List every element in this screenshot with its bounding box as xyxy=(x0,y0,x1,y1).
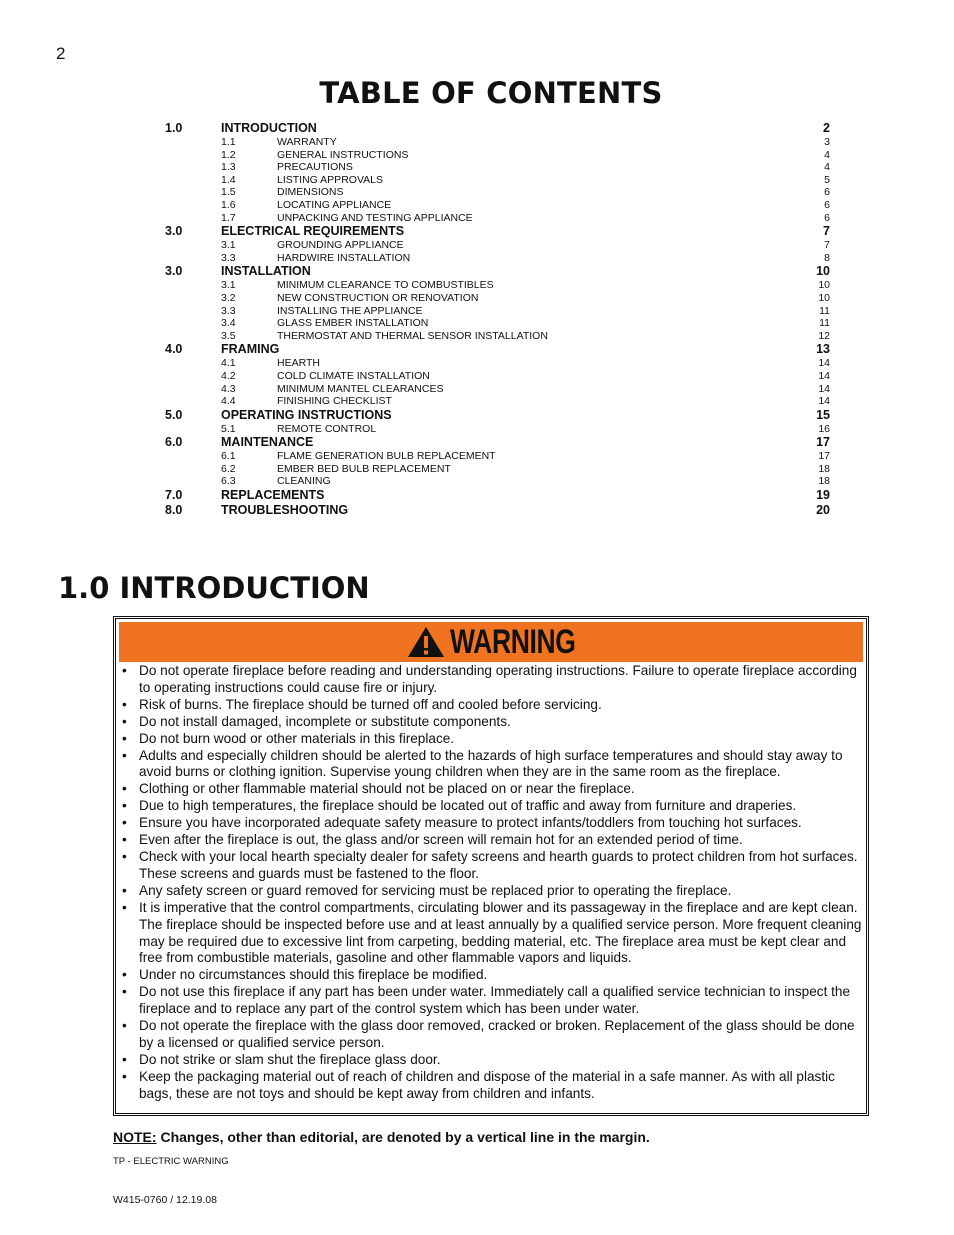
toc-subentry[interactable] xyxy=(165,136,830,149)
warning-item xyxy=(119,731,866,748)
toc-title: TABLE OF CONTENTS xyxy=(319,76,663,110)
toc-subentry[interactable] xyxy=(165,174,830,187)
toc-subsection-page: 6 xyxy=(824,186,830,199)
warning-item-text: Do not use this fireplace if any part has been under water. Immediately call a qualified service technician to inspect the fireplace and to replace any part of the control system which has been under water. xyxy=(139,984,851,1017)
toc-subsection-title: LOCATING APPLIANCE xyxy=(277,198,392,211)
toc-subsection-number: 5.1 xyxy=(221,422,236,435)
toc-subsection-number: 1.6 xyxy=(221,198,236,211)
toc-subsection-title: THERMOSTAT AND THERMAL SENSOR INSTALLATION xyxy=(277,329,548,342)
toc-subentry[interactable] xyxy=(165,330,830,343)
toc-subentry[interactable] xyxy=(165,292,830,305)
warning-item xyxy=(119,663,866,697)
toc-subsection-title: COLD CLIMATE INSTALLATION xyxy=(277,369,430,382)
bullet-icon: • xyxy=(122,713,127,729)
toc-section-number: 8.0 xyxy=(165,503,183,518)
toc-section-page: 2 xyxy=(823,121,830,135)
warning-item-text: Do not burn wood or other materials in this fireplace. xyxy=(139,730,455,746)
warning-item xyxy=(119,815,866,832)
toc-section-page: 19 xyxy=(816,488,830,503)
toc-subsection-page: 10 xyxy=(818,291,830,304)
toc-entry[interactable] xyxy=(165,342,830,357)
toc-subsection-page: 4 xyxy=(824,148,830,161)
warning-box xyxy=(113,616,869,1116)
warning-item xyxy=(119,849,866,883)
toc-entry[interactable] xyxy=(165,224,830,239)
toc-subsection-page: 17 xyxy=(818,450,830,463)
warning-item-text: Under no circumstances should this fireplace be modified. xyxy=(139,967,488,983)
toc-subsection-title: HARDWIRE INSTALLATION xyxy=(277,251,411,264)
toc-subentry[interactable] xyxy=(165,239,830,252)
bullet-icon: • xyxy=(122,1068,127,1084)
bullet-icon: • xyxy=(122,730,127,746)
toc-subentry[interactable] xyxy=(165,423,830,436)
toc-section-title: INTRODUCTION xyxy=(221,121,317,135)
toc-subsection-title: GLASS EMBER INSTALLATION xyxy=(277,317,429,330)
toc-subsection-number: 6.2 xyxy=(221,462,236,475)
warning-item-text: It is imperative that the control compartments, circulating blower and its passageway in the fireplace and are kept clean. The fireplace should be inspected before use and at least annually by a qualified service person. More frequent cleaning may be required due to excessive lint from carpeting, bedding material, etc. The fireplace area must be kept clear and free from combustible materials, gasoline and other flammable vapors and liquids. xyxy=(139,899,862,966)
toc-subsection-number: 3.1 xyxy=(221,279,236,292)
table-of-contents xyxy=(165,121,830,518)
toc-subentry[interactable] xyxy=(165,463,830,476)
warning-item xyxy=(119,984,866,1018)
toc-entry[interactable] xyxy=(165,408,830,423)
toc-subsection-number: 1.4 xyxy=(221,173,236,186)
toc-subentry[interactable] xyxy=(165,383,830,396)
toc-subsection-number: 4.2 xyxy=(221,369,236,382)
toc-subentry[interactable] xyxy=(165,395,830,408)
warning-item-text: Adults and especially children should be alerted to the hazards of high surface temperatures and should stay away to avoid burns or clothing ignition. Supervise young children when they are in the same room as the fireplace. xyxy=(139,747,843,780)
toc-subsection-number: 6.1 xyxy=(221,450,236,463)
toc-subsection-title: EMBER BED BULB REPLACEMENT xyxy=(277,462,451,475)
toc-subentry[interactable] xyxy=(165,370,830,383)
toc-section-number: 4.0 xyxy=(165,342,183,357)
warning-item xyxy=(119,900,866,968)
toc-section xyxy=(165,503,830,518)
toc-subsection-title: GENERAL INSTRUCTIONS xyxy=(277,148,409,161)
toc-subsection-page: 14 xyxy=(818,357,830,370)
toc-section-title: ELECTRICAL REQUIREMENTS xyxy=(221,224,405,239)
bullet-icon: • xyxy=(122,899,127,915)
toc-section-page: 17 xyxy=(816,435,830,450)
toc-subsection-number: 3.3 xyxy=(221,304,236,317)
warning-item xyxy=(119,714,866,731)
toc-subentry[interactable] xyxy=(165,279,830,292)
toc-section xyxy=(165,342,830,407)
bullet-icon: • xyxy=(122,781,127,797)
warning-item xyxy=(119,798,866,815)
toc-subsection-page: 10 xyxy=(818,279,830,292)
toc-subentry[interactable] xyxy=(165,305,830,318)
toc-section xyxy=(165,264,830,342)
toc-subsection-title: FLAME GENERATION BULB REPLACEMENT xyxy=(277,450,496,463)
toc-subsection-number: 3.5 xyxy=(221,329,236,342)
toc-subsection-number: 3.4 xyxy=(221,317,236,330)
toc-section xyxy=(165,488,830,503)
bullet-icon: • xyxy=(122,832,127,848)
toc-subsection-title: REMOTE CONTROL xyxy=(277,422,377,435)
toc-subsection-title: HEARTH xyxy=(277,357,320,370)
toc-section xyxy=(165,224,830,264)
toc-section-title: REPLACEMENTS xyxy=(221,488,325,503)
toc-subsection-title: UNPACKING AND TESTING APPLIANCE xyxy=(277,211,473,224)
warning-banner xyxy=(119,622,863,662)
toc-section xyxy=(165,121,830,224)
toc-subsection-number: 4.1 xyxy=(221,357,236,370)
toc-subsection-title: MINIMUM CLEARANCE TO COMBUSTIBLES xyxy=(277,279,494,292)
toc-section-page: 10 xyxy=(816,264,830,279)
warning-item xyxy=(119,697,866,714)
bullet-icon: • xyxy=(122,747,127,763)
warning-item-text: Keep the packaging material out of reach of children and dispose of the material in a safe manner. As with all plastic bags, these are not toys and should be kept away from children and infants. xyxy=(139,1068,835,1101)
toc-subsection-page: 16 xyxy=(818,422,830,435)
toc-entry[interactable] xyxy=(165,488,830,503)
toc-subentry[interactable] xyxy=(165,186,830,199)
toc-section xyxy=(165,408,830,436)
toc-entry[interactable] xyxy=(165,435,830,450)
toc-subsection-title: GROUNDING APPLIANCE xyxy=(277,239,404,252)
toc-subentry[interactable] xyxy=(165,317,830,330)
page-number: 2 xyxy=(56,44,66,63)
warning-item-text: Clothing or other flammable material should not be placed on or near the fireplace. xyxy=(139,781,635,797)
toc-subsection-number: 6.3 xyxy=(221,475,236,488)
toc-subsection-number: 1.1 xyxy=(221,136,236,148)
bullet-icon: • xyxy=(122,798,127,814)
warning-item xyxy=(119,883,866,900)
toc-entry[interactable] xyxy=(165,121,830,136)
warning-list xyxy=(119,663,866,1103)
toc-subsection-number: 4.4 xyxy=(221,395,236,408)
warning-item xyxy=(119,1069,866,1103)
toc-subentry[interactable] xyxy=(165,149,830,162)
bullet-icon: • xyxy=(122,1018,127,1034)
toc-subsection-title: LISTING APPROVALS xyxy=(277,173,384,186)
toc-subsection-number: 3.2 xyxy=(221,291,236,304)
bullet-icon: • xyxy=(122,984,127,1000)
toc-subsection-page: 14 xyxy=(818,369,830,382)
toc-subsection-number: 1.2 xyxy=(221,148,236,161)
toc-subsection-page: 12 xyxy=(818,329,830,342)
toc-entry[interactable] xyxy=(165,503,830,518)
toc-subsection-page: 8 xyxy=(824,251,830,264)
warning-item xyxy=(119,1052,866,1069)
toc-section-number: 3.0 xyxy=(165,224,183,239)
toc-subentry[interactable] xyxy=(165,212,830,225)
toc-subentry[interactable] xyxy=(165,357,830,370)
toc-section-page: 13 xyxy=(816,342,830,357)
toc-section-page: 15 xyxy=(816,407,830,422)
toc-section-title: TROUBLESHOOTING xyxy=(221,503,349,518)
toc-subentry[interactable] xyxy=(165,161,830,174)
note-label: NOTE: xyxy=(113,1129,157,1145)
document-code: W415-0760 / 12.19.08 xyxy=(113,1194,217,1206)
warning-item xyxy=(119,967,866,984)
warning-item-text: Do not operate fireplace before reading and understanding operating instructions. Failure to operate fireplace according to operating instructions could cause fire or injury. xyxy=(139,663,857,695)
toc-section-number: 5.0 xyxy=(165,407,183,422)
toc-subentry[interactable] xyxy=(165,199,830,212)
warning-item xyxy=(119,781,866,798)
warning-label: WARNING xyxy=(450,622,576,661)
toc-subentry[interactable] xyxy=(165,475,830,488)
toc-section-title: MAINTENANCE xyxy=(221,435,314,450)
toc-subsection-number: 3.1 xyxy=(221,239,236,252)
note-text: Changes, other than editorial, are denoted by a vertical line in the margin. xyxy=(156,1129,650,1145)
toc-subsection-page: 6 xyxy=(824,211,830,224)
toc-subsection-page: 14 xyxy=(818,382,830,395)
toc-section-number: 1.0 xyxy=(165,121,183,135)
toc-section-page: 7 xyxy=(823,224,830,239)
toc-section-title: INSTALLATION xyxy=(221,264,311,279)
toc-section-number: 3.0 xyxy=(165,264,183,279)
bullet-icon: • xyxy=(122,696,127,712)
toc-subsection-page: 5 xyxy=(824,173,830,186)
warning-item-text: Do not install damaged, incomplete or substitute components. xyxy=(139,713,511,729)
note xyxy=(113,1129,650,1145)
bullet-icon: • xyxy=(122,882,127,898)
toc-subsection-page: 18 xyxy=(818,475,830,488)
toc-section-number: 7.0 xyxy=(165,488,183,503)
toc-subsection-title: WARRANTY xyxy=(277,136,337,148)
toc-subsection-title: NEW CONSTRUCTION OR RENOVATION xyxy=(277,291,479,304)
toc-subsection-number: 1.7 xyxy=(221,211,236,224)
toc-subsection-page: 11 xyxy=(819,304,830,317)
warning-item-text: Risk of burns. The fireplace should be turned off and cooled before servicing. xyxy=(139,696,602,712)
toc-section-title: OPERATING INSTRUCTIONS xyxy=(221,407,392,422)
toc-subsection-number: 4.3 xyxy=(221,382,236,395)
warning-item-text: Do not operate the fireplace with the glass door removed, cracked or broken. Replacement of the glass should be done by a licensed or qualified service person. xyxy=(139,1018,855,1050)
warning-item xyxy=(119,748,866,782)
section-heading-introduction: 1.0 INTRODUCTION xyxy=(58,571,370,605)
toc-subsection-page: 3 xyxy=(824,136,830,148)
toc-section-number: 6.0 xyxy=(165,435,183,450)
toc-subsection-page: 4 xyxy=(824,161,830,174)
warning-triangle-icon xyxy=(406,625,446,659)
warning-item-text: Any safety screen or guard removed for servicing must be replaced prior to operating the fireplace. xyxy=(139,882,732,898)
toc-subsection-title: CLEANING xyxy=(277,475,331,488)
toc-subsection-title: DIMENSIONS xyxy=(277,186,344,199)
toc-section xyxy=(165,435,830,488)
toc-subsection-title: INSTALLING THE APPLIANCE xyxy=(277,304,423,317)
bullet-icon: • xyxy=(122,967,127,983)
warning-item-text: Even after the fireplace is out, the glass and/or screen will remain hot for an extended period of time. xyxy=(139,832,743,848)
toc-subsection-page: 11 xyxy=(819,317,830,330)
toc-subentry[interactable] xyxy=(165,450,830,463)
toc-section-page: 20 xyxy=(816,503,830,518)
bullet-icon: • xyxy=(122,815,127,831)
toc-subentry[interactable] xyxy=(165,252,830,265)
toc-subsection-number: 3.3 xyxy=(221,251,236,264)
toc-entry[interactable] xyxy=(165,264,830,279)
toc-subsection-page: 18 xyxy=(818,462,830,475)
toc-subsection-number: 1.3 xyxy=(221,161,236,174)
warning-item-text: Due to high temperatures, the fireplace should be located out of traffic and away from furniture and draperies. xyxy=(139,798,797,814)
toc-subsection-number: 1.5 xyxy=(221,186,236,199)
bullet-icon: • xyxy=(122,1051,127,1067)
toc-section-title: FRAMING xyxy=(221,342,280,357)
toc-subsection-title: FINISHING CHECKLIST xyxy=(277,395,392,408)
toc-subsection-page: 7 xyxy=(824,239,830,252)
toc-subsection-title: PRECAUTIONS xyxy=(277,161,353,174)
bullet-icon: • xyxy=(122,848,127,864)
toc-subsection-page: 14 xyxy=(818,395,830,408)
warning-item xyxy=(119,1018,866,1052)
reference-code: TP - ELECTRIC WARNING xyxy=(113,1156,229,1167)
warning-item-text: Check with your local hearth specialty dealer for safety screens and hearth guards to protect children from hot surfaces. These screens and guards must be fastened to the floor. xyxy=(139,848,858,881)
toc-subsection-page: 6 xyxy=(824,198,830,211)
toc-subsection-title: MINIMUM MANTEL CLEARANCES xyxy=(277,382,444,395)
bullet-icon: • xyxy=(122,663,127,678)
warning-item-text: Do not strike or slam shut the fireplace glass door. xyxy=(139,1051,441,1067)
warning-item xyxy=(119,832,866,849)
warning-item-text: Ensure you have incorporated adequate safety measure to protect infants/toddlers from touching hot surfaces. xyxy=(139,815,802,831)
